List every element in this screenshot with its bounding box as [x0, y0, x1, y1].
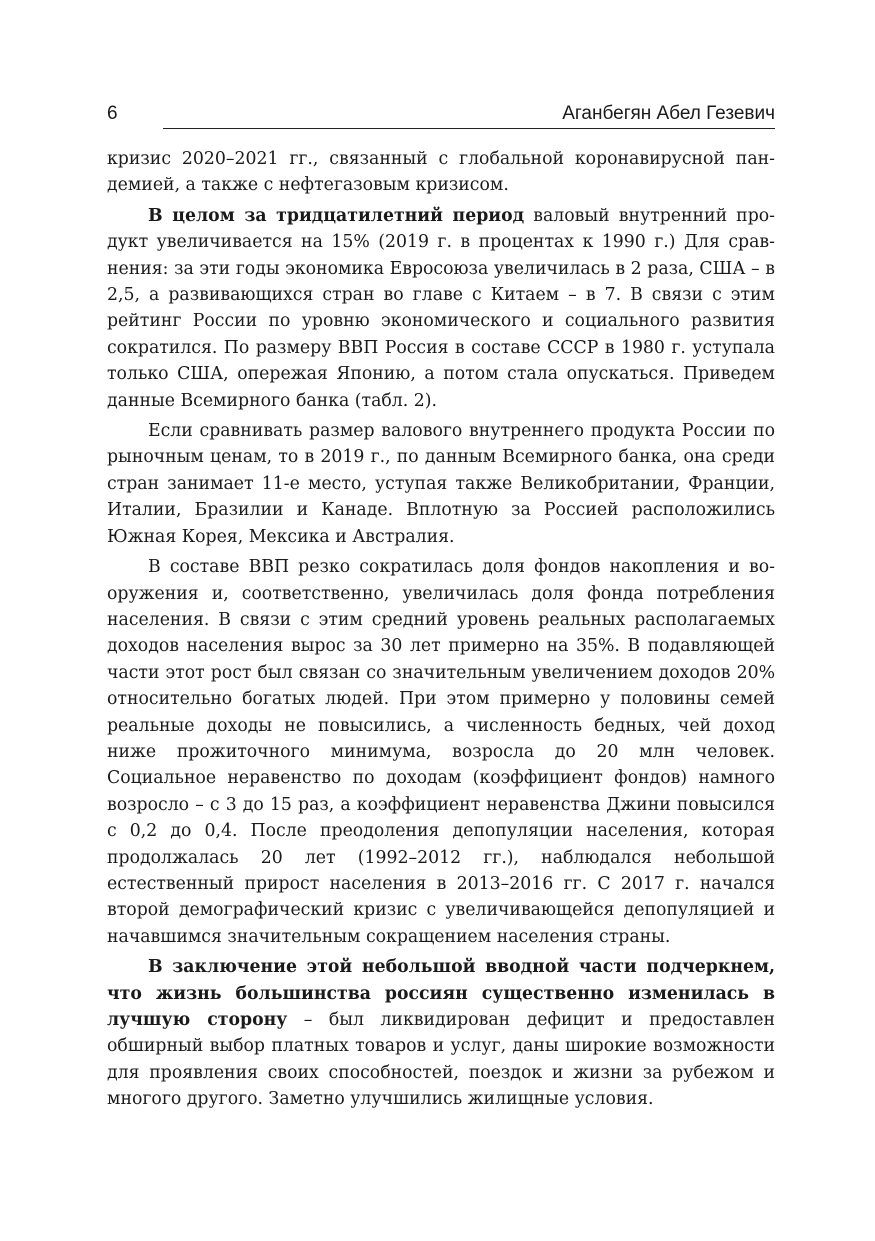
- paragraph-5: [107, 954, 775, 1112]
- running-head-author: Аганбегян Абел Гезевич: [562, 103, 775, 124]
- page-number: 6: [107, 103, 118, 124]
- page-body: [107, 146, 775, 1117]
- paragraph-4: В составе ВВП резко сократилась доля фондов накопления и вооружения и, соответственно, увеличилась доля фонда потребления населения. В связи с этим средний уровень реальных располагаемых доходов населения вырос за 30 лет примерно на 35%. В подавляющей части этот рост был связан со значительным увеличением доходов 20% относительно богатых людей. При этом примерно у половины семей реальные доходы не повысились, а численность бедных, чей доход ниже прожиточного минимума, возросла до 20 млн человек. Социальное неравенство по доходам (коэффициент фондов) намного возросло – с 3 до 15 раз, а коэффициент неравенства Джини повысился с 0,2 до 0,4. После преодоления депопуляции населения, которая продолжалась 20 лет (1992–2012 гг.), наблюдался небольшой естественный прирост населения в 2013–2016 гг. С 2017 г. начался второй демографический кризис с увеличивающейся депопуляцией и начавшимся значительным сокращением населения страны.: [107, 557, 775, 947]
- running-header: [107, 102, 775, 128]
- paragraph-2: [107, 203, 775, 414]
- paragraph-2-bold-lead: В целом за тридцатилетний период: [148, 205, 525, 226]
- header-rule: [163, 128, 775, 129]
- paragraph-5-text: – был ликвидирован дефицит и предоставлен обширный выбор платных товаров и услуг, даны широкие возможности для проявления своих способностей, поездок и жизни за рубежом и многого другого. Заметно улучшились жилищные условия.: [107, 1010, 775, 1110]
- paragraph-2-text: валовый внутренний продукт увеличивается на 15% (2019 г. в процентах к 1990 г.) Для сравнения: за эти годы экономика Евросоюза увеличилась в 2 раза, США – в 2,5, а развивающихся стран во главе с Китаем – в 7. В связи с этим рейтинг России по уровню экономического и социального развития сократился. По размеру ВВП Россия в составе СССР в 1980 г. уступала только США, опережая Японию, а потом стала опускаться. Приведем данные Всемирного банка (табл. 2).: [107, 205, 776, 411]
- paragraph-3: Если сравнивать размер валового внутреннего продукта России по рыночным ценам, то в 2019 г., по данным Всемирного банка, она среди стран занимает 11-е место, уступая также Великобритании, Франции, Италии, Бразилии и Канаде. Вплотную за Россией расположились Южная Корея, Мексика и Австралия.: [107, 421, 775, 547]
- paragraph-5-bold-lead: В заключение этой небольшой вводной части подчеркнем, что жизнь большинства россиян существенно изменилась в лучшую сторону: [107, 957, 775, 1030]
- paragraph-1: кризис 2020–2021 гг., связанный с глобальной коронавирусной пандемией, а также с нефтегазовым кризисом.: [107, 149, 775, 196]
